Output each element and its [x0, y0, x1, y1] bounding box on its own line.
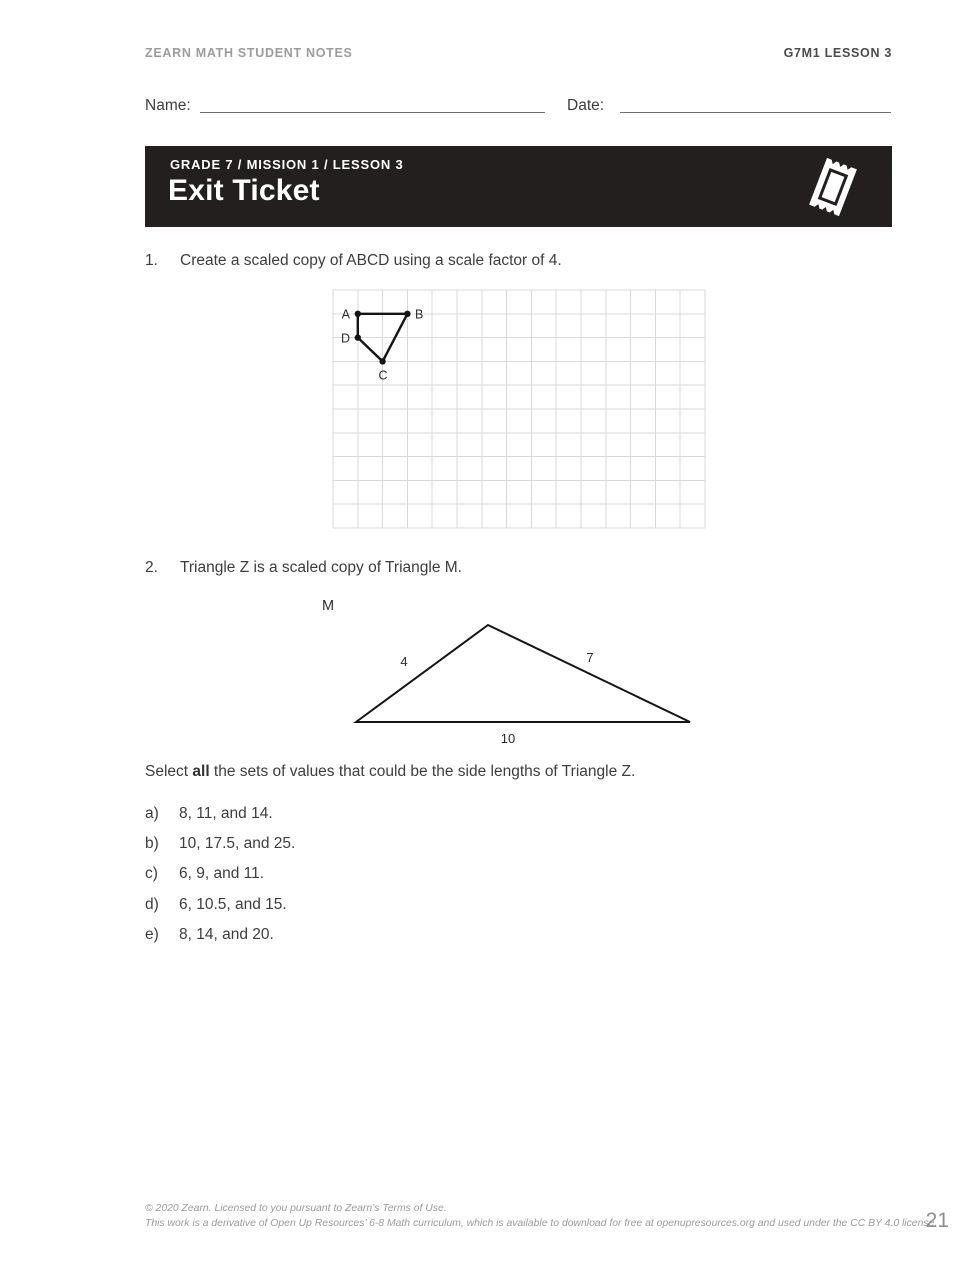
question1-text: Create a scaled copy of ABCD using a scale factor of 4. — [180, 252, 562, 269]
triangle-m-label: M — [322, 598, 335, 614]
select-prefix: Select — [145, 763, 193, 780]
option-e-letter: e) — [145, 926, 159, 943]
select-instruction — [145, 763, 635, 781]
option-a-text: 8, 11, and 14. — [179, 805, 273, 822]
triangle-m-shape — [356, 625, 690, 722]
question2-text: Triangle Z is a scaled copy of Triangle M. — [180, 559, 462, 576]
option-c-text: 6, 9, and 11. — [179, 865, 265, 882]
footer-derivative: This work is a derivative of Open Up Resources’ 6-8 Math curriculum, which is available to download for free at openupresources.org and used under the CC BY 4.0 license. — [145, 1218, 938, 1229]
footer-copyright: © 2020 Zearn. Licensed to you pursuant to Zearn’s Terms of Use. — [145, 1203, 447, 1214]
option-d-letter: d) — [145, 896, 159, 913]
vertex-b-label: B — [415, 307, 424, 322]
document-title: ZEARN MATH STUDENT NOTES — [145, 46, 353, 60]
name-label: Name: — [145, 97, 191, 114]
date-label: Date: — [567, 97, 605, 114]
vertex-c-dot — [379, 358, 385, 364]
option-b-letter: b) — [145, 835, 159, 852]
grid-lines — [333, 290, 705, 528]
q2-triangle-figure — [340, 613, 710, 758]
vertex-c-label: C — [378, 368, 388, 383]
vertex-a-label: A — [341, 307, 350, 322]
select-suffix: the sets of values that could be the side lengths of Triangle Z. — [209, 763, 636, 780]
side-left-label: 4 — [400, 654, 408, 669]
option-b-text: 10, 17.5, and 25. — [179, 835, 296, 852]
vertex-d-label: D — [340, 331, 350, 346]
vertex-a-dot — [355, 311, 361, 317]
vertex-b-dot — [404, 311, 410, 317]
banner-eyebrow: GRADE 7 / MISSION 1 / LESSON 3 — [170, 157, 404, 172]
ticket-icon — [805, 154, 861, 220]
page-number: 21 — [925, 1209, 949, 1232]
question2-number: 2. — [145, 559, 158, 576]
date-blank-line — [620, 112, 891, 113]
option-c-letter: c) — [145, 865, 158, 882]
banner-title: Exit Ticket — [168, 174, 320, 207]
exit-ticket-banner — [145, 146, 892, 227]
option-a-letter: a) — [145, 805, 159, 822]
side-bottom-label: 10 — [500, 731, 516, 746]
name-blank-line — [200, 112, 545, 113]
lesson-code: G7M1 LESSON 3 — [783, 46, 892, 60]
option-e-text: 8, 14, and 20. — [179, 926, 274, 943]
vertex-d-dot — [355, 334, 361, 340]
select-bold-word: all — [192, 763, 210, 780]
option-d-text: 6, 10.5, and 15. — [179, 896, 287, 913]
question1-number: 1. — [145, 252, 158, 269]
side-right-label: 7 — [586, 650, 594, 665]
q1-grid-figure — [333, 290, 705, 528]
